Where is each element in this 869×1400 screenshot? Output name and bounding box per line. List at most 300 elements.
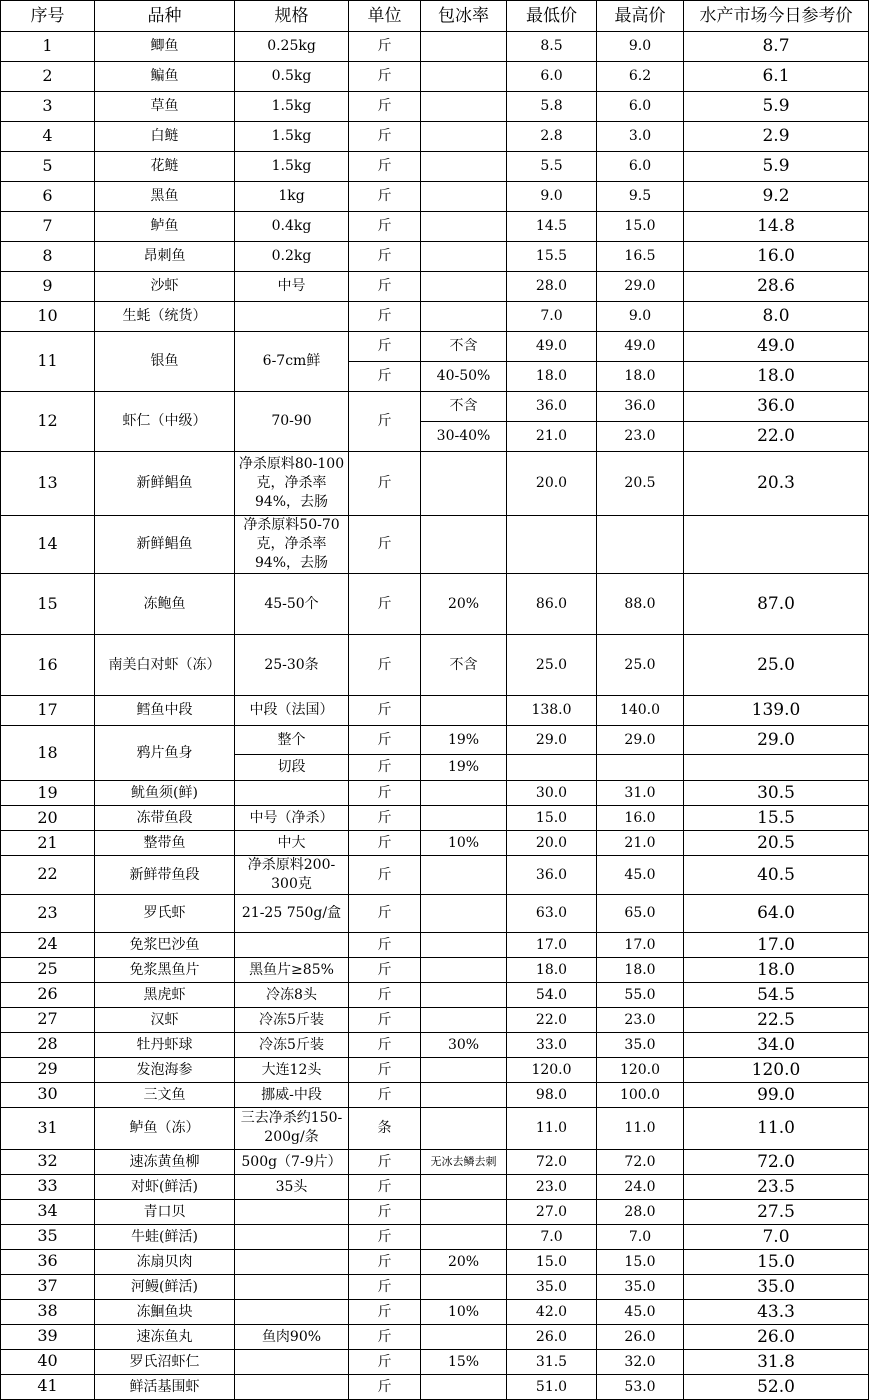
- cell-index: 21: [1, 831, 95, 856]
- cell-max-price: 15.0: [597, 1249, 684, 1274]
- cell-max-price: 18.0: [597, 957, 684, 982]
- cell-variety: 牛蛙(鲜活): [95, 1224, 235, 1249]
- cell-ref-price: 43.3: [684, 1299, 869, 1324]
- cell-ref-price: 72.0: [684, 1149, 869, 1174]
- cell-min-price: 120.0: [507, 1057, 597, 1082]
- cell-ice-rate: [421, 982, 507, 1007]
- cell-index: 40: [1, 1349, 95, 1374]
- cell-variety: 白鲢: [95, 122, 235, 152]
- table-row: [1, 152, 869, 182]
- cell-spec: 25-30条: [235, 635, 349, 696]
- cell-ice-rate: 10%: [421, 831, 507, 856]
- table-row: [1, 32, 869, 62]
- cell-max-price: 26.0: [597, 1324, 684, 1349]
- cell-spec: 中号: [235, 272, 349, 302]
- cell-ref-price: 27.5: [684, 1199, 869, 1224]
- cell-max-price: 35.0: [597, 1274, 684, 1299]
- cell-min-price: 138.0: [507, 696, 597, 726]
- cell-variety: 虾仁（中级）: [95, 392, 235, 452]
- cell-spec: 净杀原料200-300克: [235, 856, 349, 895]
- cell-min-price: 21.0: [507, 422, 597, 452]
- cell-unit: 斤: [349, 302, 421, 332]
- cell-ice-rate: 10%: [421, 1299, 507, 1324]
- cell-ice-rate: 20%: [421, 574, 507, 635]
- cell-max-price: [597, 755, 684, 781]
- cell-index: 25: [1, 957, 95, 982]
- table-row: [1, 856, 869, 895]
- cell-max-price: 17.0: [597, 932, 684, 957]
- cell-ice-rate: [421, 1057, 507, 1082]
- cell-spec: 中段（法国）: [235, 696, 349, 726]
- table-row: [1, 1082, 869, 1107]
- cell-index: 4: [1, 122, 95, 152]
- cell-variety: 罗氏沼虾仁: [95, 1349, 235, 1374]
- cell-min-price: 9.0: [507, 182, 597, 212]
- cell-ice-rate: [421, 452, 507, 516]
- table-row: [1, 635, 869, 696]
- cell-unit: 斤: [349, 1299, 421, 1324]
- cell-ice-rate: [421, 516, 507, 574]
- cell-ice-rate: [421, 1007, 507, 1032]
- cell-ice-rate: [421, 1274, 507, 1299]
- cell-ice-rate: [421, 957, 507, 982]
- cell-ref-price: 16.0: [684, 242, 869, 272]
- cell-variety: 鳊鱼: [95, 62, 235, 92]
- cell-max-price: 23.0: [597, 1007, 684, 1032]
- cell-unit: 斤: [349, 152, 421, 182]
- cell-ref-price: 22.0: [684, 422, 869, 452]
- cell-ice-rate: [421, 62, 507, 92]
- cell-spec: 45-50个: [235, 574, 349, 635]
- cell-ice-rate: [421, 182, 507, 212]
- cell-index: 41: [1, 1374, 95, 1399]
- cell-unit: 斤: [349, 1149, 421, 1174]
- cell-unit: 斤: [349, 392, 421, 452]
- cell-index: 12: [1, 392, 95, 452]
- table-row: [1, 1199, 869, 1224]
- header-spec: 规格: [235, 1, 349, 32]
- cell-variety: 草鱼: [95, 92, 235, 122]
- cell-unit: 斤: [349, 1007, 421, 1032]
- cell-ice-rate: 30%: [421, 1032, 507, 1057]
- cell-spec: [235, 302, 349, 332]
- cell-unit: 斤: [349, 755, 421, 781]
- cell-index: 27: [1, 1007, 95, 1032]
- header-index: 序号: [1, 1, 95, 32]
- cell-index: 36: [1, 1249, 95, 1274]
- cell-ice-rate: 30-40%: [421, 422, 507, 452]
- cell-index: 38: [1, 1299, 95, 1324]
- cell-variety: 昂刺鱼: [95, 242, 235, 272]
- cell-ref-price: 18.0: [684, 362, 869, 392]
- cell-ref-price: [684, 516, 869, 574]
- cell-min-price: 18.0: [507, 362, 597, 392]
- cell-unit: 斤: [349, 831, 421, 856]
- cell-ref-price: 64.0: [684, 894, 869, 932]
- cell-unit: 斤: [349, 894, 421, 932]
- cell-unit: 斤: [349, 957, 421, 982]
- cell-variety: 免浆黑鱼片: [95, 957, 235, 982]
- cell-variety: 南美白对虾（冻）: [95, 635, 235, 696]
- cell-max-price: 7.0: [597, 1224, 684, 1249]
- table-row: [1, 302, 869, 332]
- cell-min-price: 33.0: [507, 1032, 597, 1057]
- table-row: [1, 1057, 869, 1082]
- cell-max-price: 88.0: [597, 574, 684, 635]
- cell-variety: 鳕鱼中段: [95, 696, 235, 726]
- table-row: [1, 1007, 869, 1032]
- cell-ref-price: 8.0: [684, 302, 869, 332]
- cell-unit: 斤: [349, 62, 421, 92]
- table-row: [1, 1032, 869, 1057]
- cell-index: 3: [1, 92, 95, 122]
- cell-min-price: 42.0: [507, 1299, 597, 1324]
- table-row: [1, 1349, 869, 1374]
- cell-spec: 中大: [235, 831, 349, 856]
- cell-index: 5: [1, 152, 95, 182]
- table-row: [1, 982, 869, 1007]
- cell-max-price: 65.0: [597, 894, 684, 932]
- cell-min-price: 29.0: [507, 726, 597, 755]
- table-row: [1, 1324, 869, 1349]
- cell-min-price: 35.0: [507, 1274, 597, 1299]
- cell-max-price: 35.0: [597, 1032, 684, 1057]
- cell-variety: 牡丹虾球: [95, 1032, 235, 1057]
- cell-max-price: 16.0: [597, 806, 684, 831]
- cell-ref-price: 15.5: [684, 806, 869, 831]
- cell-variety: 对虾(鲜活): [95, 1174, 235, 1199]
- cell-ref-price: 14.8: [684, 212, 869, 242]
- cell-ice-rate: 不含: [421, 635, 507, 696]
- cell-min-price: 36.0: [507, 392, 597, 422]
- cell-ref-price: 30.5: [684, 781, 869, 806]
- cell-unit: 斤: [349, 32, 421, 62]
- cell-ref-price: 35.0: [684, 1274, 869, 1299]
- cell-spec: 冷冻8头: [235, 982, 349, 1007]
- cell-min-price: 15.0: [507, 806, 597, 831]
- cell-max-price: 29.0: [597, 726, 684, 755]
- cell-spec: 0.2kg: [235, 242, 349, 272]
- cell-max-price: 15.0: [597, 212, 684, 242]
- cell-index: 2: [1, 62, 95, 92]
- cell-min-price: 20.0: [507, 831, 597, 856]
- cell-min-price: [507, 516, 597, 574]
- cell-min-price: 5.5: [507, 152, 597, 182]
- cell-spec: 冷冻5斤装: [235, 1007, 349, 1032]
- cell-spec: 0.4kg: [235, 212, 349, 242]
- cell-index: 22: [1, 856, 95, 895]
- cell-ref-price: 11.0: [684, 1107, 869, 1149]
- cell-ice-rate: 不含: [421, 332, 507, 362]
- cell-max-price: 25.0: [597, 635, 684, 696]
- cell-unit: 斤: [349, 1249, 421, 1274]
- cell-variety: 河鳗(鲜活): [95, 1274, 235, 1299]
- cell-max-price: 32.0: [597, 1349, 684, 1374]
- cell-spec: 切段: [235, 755, 349, 781]
- cell-ref-price: 34.0: [684, 1032, 869, 1057]
- cell-unit: 斤: [349, 122, 421, 152]
- cell-unit: 斤: [349, 242, 421, 272]
- cell-ref-price: 99.0: [684, 1082, 869, 1107]
- cell-ref-price: 8.7: [684, 32, 869, 62]
- cell-ref-price: 2.9: [684, 122, 869, 152]
- cell-min-price: 31.5: [507, 1349, 597, 1374]
- cell-spec: [235, 1299, 349, 1324]
- cell-ref-price: 40.5: [684, 856, 869, 895]
- cell-spec: 1.5kg: [235, 152, 349, 182]
- cell-min-price: 2.8: [507, 122, 597, 152]
- cell-variety: 银鱼: [95, 332, 235, 392]
- cell-index: 13: [1, 452, 95, 516]
- cell-max-price: 3.0: [597, 122, 684, 152]
- cell-ref-price: 6.1: [684, 62, 869, 92]
- cell-index: 30: [1, 1082, 95, 1107]
- cell-variety: 鲫鱼: [95, 32, 235, 62]
- cell-unit: 斤: [349, 726, 421, 755]
- cell-variety: 新鲜鲳鱼: [95, 452, 235, 516]
- cell-index: 28: [1, 1032, 95, 1057]
- cell-ref-price: 20.3: [684, 452, 869, 516]
- cell-variety: 罗氏虾: [95, 894, 235, 932]
- cell-index: 32: [1, 1149, 95, 1174]
- table-row: [1, 894, 869, 932]
- table-row: [1, 452, 869, 516]
- cell-ref-price: 120.0: [684, 1057, 869, 1082]
- table-row: [1, 574, 869, 635]
- cell-ice-rate: [421, 32, 507, 62]
- cell-unit: 斤: [349, 856, 421, 895]
- cell-spec: 中号（净杀）: [235, 806, 349, 831]
- cell-index: 23: [1, 894, 95, 932]
- cell-unit: 斤: [349, 1349, 421, 1374]
- cell-min-price: 14.5: [507, 212, 597, 242]
- cell-ref-price: 18.0: [684, 957, 869, 982]
- cell-unit: 斤: [349, 516, 421, 574]
- cell-unit: 斤: [349, 182, 421, 212]
- cell-max-price: 31.0: [597, 781, 684, 806]
- cell-ice-rate: [421, 932, 507, 957]
- cell-ice-rate: [421, 806, 507, 831]
- cell-index: 14: [1, 516, 95, 574]
- cell-max-price: 49.0: [597, 332, 684, 362]
- cell-unit: 斤: [349, 452, 421, 516]
- cell-ice-rate: 无冰去鳞去刺: [421, 1149, 507, 1174]
- cell-min-price: 18.0: [507, 957, 597, 982]
- cell-min-price: 72.0: [507, 1149, 597, 1174]
- cell-spec: 大连12头: [235, 1057, 349, 1082]
- cell-ice-rate: 20%: [421, 1249, 507, 1274]
- cell-index: 39: [1, 1324, 95, 1349]
- cell-spec: 净杀原料80-100克，净杀率94%，去肠: [235, 452, 349, 516]
- cell-unit: 斤: [349, 635, 421, 696]
- cell-unit: 斤: [349, 1174, 421, 1199]
- cell-spec: 500g（7-9片）: [235, 1149, 349, 1174]
- cell-spec: [235, 1199, 349, 1224]
- table-row: [1, 182, 869, 212]
- cell-spec: [235, 1249, 349, 1274]
- cell-ice-rate: [421, 1224, 507, 1249]
- cell-index: 9: [1, 272, 95, 302]
- header-max-price: 最高价: [597, 1, 684, 32]
- cell-variety: 新鲜鲳鱼: [95, 516, 235, 574]
- table-row: [1, 516, 869, 574]
- cell-ice-rate: 15%: [421, 1349, 507, 1374]
- cell-ice-rate: [421, 302, 507, 332]
- cell-variety: 发泡海参: [95, 1057, 235, 1082]
- cell-unit: 斤: [349, 1224, 421, 1249]
- cell-variety: 速冻黄鱼柳: [95, 1149, 235, 1174]
- cell-min-price: 86.0: [507, 574, 597, 635]
- cell-max-price: 9.5: [597, 182, 684, 212]
- cell-ref-price: 5.9: [684, 92, 869, 122]
- cell-spec: [235, 1274, 349, 1299]
- cell-ice-rate: [421, 894, 507, 932]
- cell-spec: 鱼肉90%: [235, 1324, 349, 1349]
- cell-unit: 斤: [349, 1057, 421, 1082]
- header-min-price: 最低价: [507, 1, 597, 32]
- cell-ref-price: 28.6: [684, 272, 869, 302]
- cell-ref-price: 9.2: [684, 182, 869, 212]
- cell-index: 15: [1, 574, 95, 635]
- cell-min-price: 7.0: [507, 302, 597, 332]
- table-row: [1, 1274, 869, 1299]
- cell-variety: 冻扇贝肉: [95, 1249, 235, 1274]
- cell-spec: 0.25kg: [235, 32, 349, 62]
- header-variety: 品种: [95, 1, 235, 32]
- cell-ice-rate: [421, 1174, 507, 1199]
- cell-unit: 斤: [349, 1374, 421, 1399]
- cell-variety: 鲈鱼（冻）: [95, 1107, 235, 1149]
- cell-unit: 斤: [349, 272, 421, 302]
- cell-min-price: 15.0: [507, 1249, 597, 1274]
- cell-unit: 斤: [349, 92, 421, 122]
- cell-variety: 鸦片鱼身: [95, 726, 235, 781]
- cell-unit: 斤: [349, 1199, 421, 1224]
- cell-index: 11: [1, 332, 95, 392]
- cell-unit: 斤: [349, 362, 421, 392]
- cell-max-price: 18.0: [597, 362, 684, 392]
- table-row: [1, 332, 869, 362]
- cell-unit: 斤: [349, 574, 421, 635]
- cell-variety: 鲈鱼: [95, 212, 235, 242]
- cell-max-price: 16.5: [597, 242, 684, 272]
- cell-max-price: 28.0: [597, 1199, 684, 1224]
- cell-spec: 挪威-中段: [235, 1082, 349, 1107]
- cell-index: 33: [1, 1174, 95, 1199]
- cell-ice-rate: 19%: [421, 726, 507, 755]
- cell-variety: 沙虾: [95, 272, 235, 302]
- cell-variety: 汉虾: [95, 1007, 235, 1032]
- cell-index: 19: [1, 781, 95, 806]
- table-row: [1, 957, 869, 982]
- cell-unit: 斤: [349, 1032, 421, 1057]
- cell-spec: 1kg: [235, 182, 349, 212]
- cell-spec: 21-25 750g/盒: [235, 894, 349, 932]
- cell-max-price: 45.0: [597, 1299, 684, 1324]
- cell-min-price: 22.0: [507, 1007, 597, 1032]
- cell-ice-rate: [421, 92, 507, 122]
- cell-unit: 斤: [349, 1324, 421, 1349]
- cell-variety: 花鲢: [95, 152, 235, 182]
- cell-max-price: 55.0: [597, 982, 684, 1007]
- cell-spec: 整个: [235, 726, 349, 755]
- cell-ice-rate: [421, 856, 507, 895]
- cell-index: 35: [1, 1224, 95, 1249]
- cell-variety: 速冻鱼丸: [95, 1324, 235, 1349]
- cell-variety: 新鲜带鱼段: [95, 856, 235, 895]
- cell-variety: 免浆巴沙鱼: [95, 932, 235, 957]
- cell-min-price: 28.0: [507, 272, 597, 302]
- cell-ref-price: 17.0: [684, 932, 869, 957]
- cell-ice-rate: [421, 1324, 507, 1349]
- cell-max-price: 6.2: [597, 62, 684, 92]
- header-ice-rate: 包冰率: [421, 1, 507, 32]
- cell-min-price: 30.0: [507, 781, 597, 806]
- cell-min-price: 8.5: [507, 32, 597, 62]
- cell-max-price: 21.0: [597, 831, 684, 856]
- cell-variety: 生蚝（统货）: [95, 302, 235, 332]
- cell-index: 17: [1, 696, 95, 726]
- cell-min-price: 49.0: [507, 332, 597, 362]
- cell-variety: 冻鮰鱼块: [95, 1299, 235, 1324]
- cell-ref-price: 20.5: [684, 831, 869, 856]
- cell-unit: 斤: [349, 1082, 421, 1107]
- table-row: [1, 212, 869, 242]
- cell-min-price: 98.0: [507, 1082, 597, 1107]
- cell-min-price: 15.5: [507, 242, 597, 272]
- cell-unit: 条: [349, 1107, 421, 1149]
- cell-max-price: 72.0: [597, 1149, 684, 1174]
- cell-spec: 冷冻5斤装: [235, 1032, 349, 1057]
- cell-ref-price: 7.0: [684, 1224, 869, 1249]
- cell-min-price: 27.0: [507, 1199, 597, 1224]
- cell-unit: 斤: [349, 212, 421, 242]
- table-row: [1, 1174, 869, 1199]
- cell-max-price: 29.0: [597, 272, 684, 302]
- cell-max-price: 11.0: [597, 1107, 684, 1149]
- cell-variety: 鲜活基围虾: [95, 1374, 235, 1399]
- cell-ref-price: 29.0: [684, 726, 869, 755]
- table-row: [1, 122, 869, 152]
- cell-spec: 三去净杀约150-200g/条: [235, 1107, 349, 1149]
- cell-ref-price: 5.9: [684, 152, 869, 182]
- cell-ref-price: [684, 755, 869, 781]
- cell-ref-price: 22.5: [684, 1007, 869, 1032]
- cell-index: 34: [1, 1199, 95, 1224]
- cell-ref-price: 15.0: [684, 1249, 869, 1274]
- cell-min-price: 5.8: [507, 92, 597, 122]
- cell-ice-rate: 40-50%: [421, 362, 507, 392]
- cell-spec: [235, 1224, 349, 1249]
- cell-max-price: 24.0: [597, 1174, 684, 1199]
- cell-ice-rate: [421, 1107, 507, 1149]
- cell-max-price: 53.0: [597, 1374, 684, 1399]
- cell-spec: 黑鱼片≥85%: [235, 957, 349, 982]
- cell-max-price: 120.0: [597, 1057, 684, 1082]
- cell-index: 18: [1, 726, 95, 781]
- cell-ref-price: 36.0: [684, 392, 869, 422]
- cell-ref-price: 52.0: [684, 1374, 869, 1399]
- cell-variety: 黑鱼: [95, 182, 235, 212]
- cell-ice-rate: [421, 272, 507, 302]
- cell-spec: 1.5kg: [235, 122, 349, 152]
- cell-min-price: 51.0: [507, 1374, 597, 1399]
- cell-spec: [235, 932, 349, 957]
- cell-min-price: 11.0: [507, 1107, 597, 1149]
- cell-variety: 鱿鱼须(鲜): [95, 781, 235, 806]
- table-row: [1, 1107, 869, 1149]
- cell-unit: 斤: [349, 696, 421, 726]
